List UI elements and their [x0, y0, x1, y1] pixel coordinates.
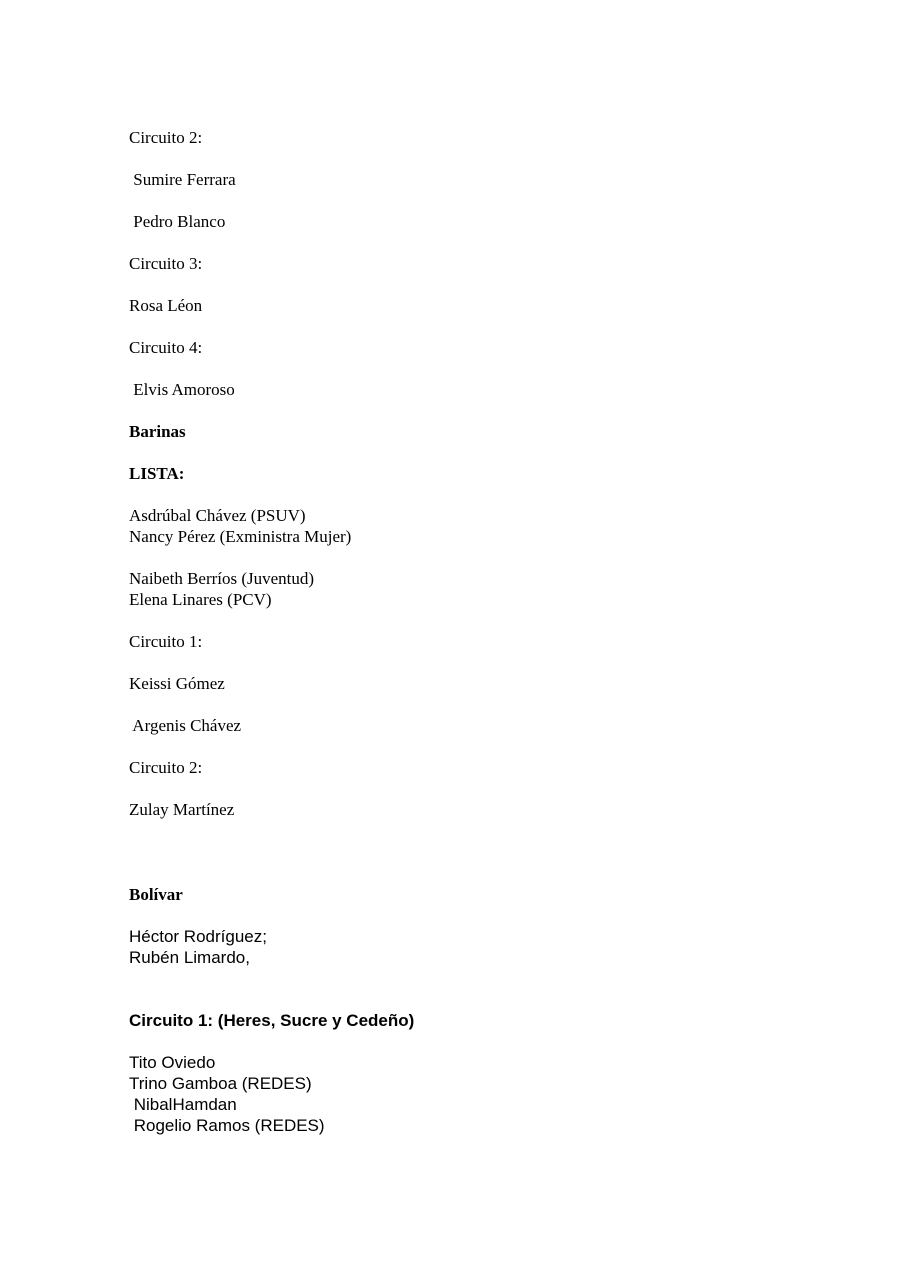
text-line: Elena Linares (PCV): [129, 590, 272, 609]
section-heading: Circuito 1: (Heres, Sucre y Cedeño): [129, 1011, 415, 1030]
text-line: Rogelio Ramos (REDES): [129, 1116, 325, 1135]
text-line: Nancy Pérez (Exministra Mujer): [129, 527, 352, 546]
text-line: Trino Gamboa (REDES): [129, 1074, 312, 1093]
section-heading: LISTA:: [129, 464, 185, 483]
text-line: NibalHamdan: [129, 1095, 237, 1114]
section-heading: Bolívar: [129, 885, 183, 904]
text-line: Héctor Rodríguez;: [129, 927, 267, 946]
text-line: Tito Oviedo: [129, 1053, 216, 1072]
text-line: Argenis Chávez: [129, 716, 242, 735]
text-line: Naibeth Berríos (Juventud): [129, 569, 315, 588]
text-line: Elvis Amoroso: [129, 380, 235, 399]
text-line: Pedro Blanco: [129, 212, 226, 231]
text-line: Rosa Léon: [129, 296, 203, 315]
text-line: Circuito 1:: [129, 632, 203, 651]
text-line: Rubén Limardo,: [129, 948, 250, 967]
text-line: Zulay Martínez: [129, 800, 235, 819]
text-line: Keissi Gómez: [129, 674, 225, 693]
text-line: Circuito 3:: [129, 254, 203, 273]
text-line: Circuito 4:: [129, 338, 203, 357]
text-line: Asdrúbal Chávez (PSUV): [129, 506, 306, 525]
text-line: Circuito 2:: [129, 128, 203, 147]
section-heading: Barinas: [129, 422, 186, 441]
text-line: Sumire Ferrara: [129, 170, 236, 189]
text-line: Circuito 2:: [129, 758, 203, 777]
